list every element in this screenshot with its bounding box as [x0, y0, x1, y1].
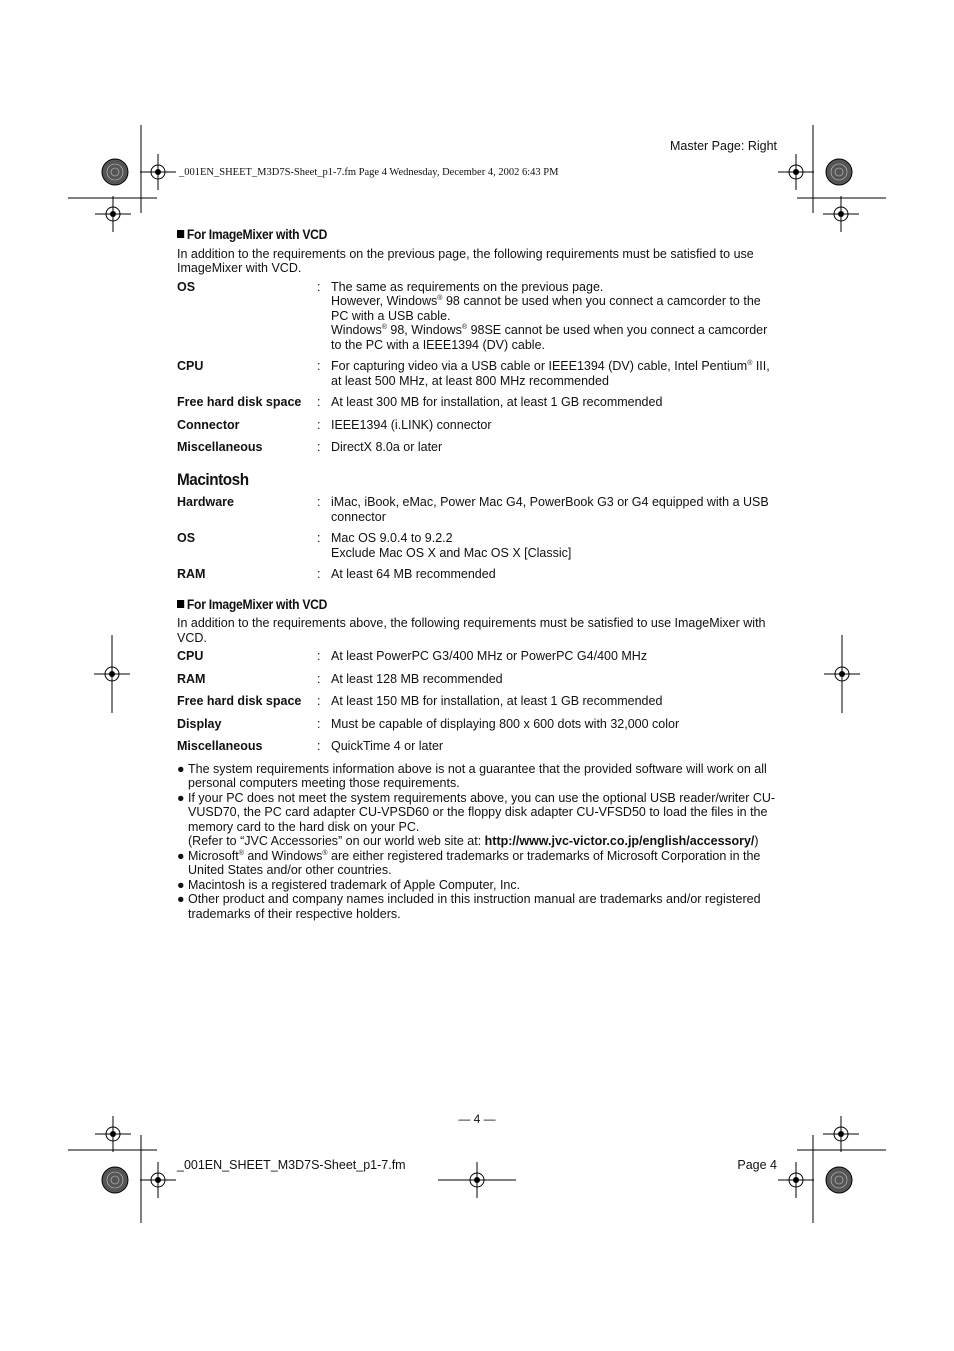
req-key: Miscellaneous [177, 440, 263, 454]
section-intro: In addition to the requirements above, the following requirements must be satisfied to use ImageMixer with VCD. [177, 616, 766, 645]
req-key: Display [177, 716, 222, 731]
req-key: Free hard disk space [177, 395, 302, 409]
req-value: At least 300 MB for installation, at least 1 GB recommended [331, 395, 663, 409]
bullet-icon: ● [177, 877, 185, 892]
req-value: IEEE1394 (i.LINK) connector [331, 417, 492, 432]
bullet-icon: ● [177, 790, 185, 805]
footer-page: Page 4 [737, 1158, 777, 1172]
req-row-cpu: CPU : For capturing video via a USB cable or IEEE1394 (DV) cable, Intel Pentium® III, at least 500 MHz, at least 800 MHz recommended [177, 359, 777, 388]
req-row-mac-cpu: CPU : At least PowerPC G3/400 MHz or PowerPC G4/400 MHz [177, 649, 777, 664]
req-value: Mac OS 9.0.4 to 9.2.2 Exclude Mac OS X and Mac OS X [Classic] [331, 531, 572, 560]
req-row-display: Display : Must be capable of displaying 800 x 600 dots with 32,000 color [177, 717, 777, 732]
master-page-label: Master Page: Right [670, 139, 777, 153]
macintosh-heading: Macintosh [177, 469, 249, 489]
req-row-mac-ram: RAM : At least 64 MB recommended [177, 567, 777, 582]
file-info-line: _001EN_SHEET_M3D7S-Sheet_p1-7.fm Page 4 Wednesday, December 4, 2002 6:43 PM [179, 167, 559, 178]
section-intro: In addition to the requirements on the previous page, the following requirements must be satisfied to use ImageMixer with VCD. [177, 246, 754, 275]
req-key: Connector [177, 417, 240, 432]
req-value: At least 128 MB recommended [331, 671, 503, 686]
square-bullet-icon [177, 230, 184, 238]
req-key: OS [177, 279, 196, 294]
req-value: QuickTime 4 or later [331, 739, 444, 753]
bullet-icon: ● [177, 892, 185, 906]
req-key: CPU [177, 359, 204, 373]
page-content [177, 228, 777, 921]
req-row-mac-misc: Miscellaneous : QuickTime 4 or later [177, 739, 777, 754]
req-row-mac-os: OS : Mac OS 9.0.4 to 9.2.2 Exclude Mac OS X and Mac OS X [Classic] [177, 531, 777, 560]
req-key: OS [177, 531, 196, 545]
req-value: At least 64 MB recommended [331, 567, 496, 581]
req-key: Miscellaneous [177, 739, 263, 753]
list-item: ● Macintosh is a registered trademark of Apple Computer, Inc. [177, 877, 521, 892]
square-bullet-icon [177, 600, 184, 608]
req-row-hardware: Hardware : iMac, iBook, eMac, Power Mac G4, PowerBook G3 or G4 equipped with a USB connector [177, 495, 777, 524]
req-key: Hardware [177, 495, 234, 509]
list-item: ● Other product and company names included in this instruction manual are trademarks and/or registered trademarks of their respective holders. [177, 892, 761, 921]
list-item: ● Microsoft® and Windows® are either registered trademarks or trademarks of Microsoft Corporation in the United States and/or other countries. [177, 848, 761, 877]
req-value: At least PowerPC G3/400 MHz or PowerPC G4/400 MHz [331, 649, 648, 663]
section-heading-vcd-windows: For ImageMixer with VCD [177, 228, 717, 243]
list-item: ● The system requirements information above is not a guarantee that the provided software will work on all personal computers meeting those requirements. [177, 761, 767, 790]
bullet-icon: ● [177, 761, 185, 776]
req-value: At least 150 MB for installation, at least 1 GB recommended [331, 694, 663, 708]
req-key: CPU [177, 649, 204, 663]
req-value: For capturing video via a USB cable or IEEE1394 (DV) cable, Intel Pentium® III, at least 500 MHz, at least 800 MHz recommended [331, 359, 770, 388]
req-key: Free hard disk space [177, 694, 302, 708]
req-value: DirectX 8.0a or later [331, 440, 443, 454]
footer-file: _001EN_SHEET_M3D7S-Sheet_p1-7.fm [177, 1158, 406, 1172]
accessory-url-link[interactable]: http://www.jvc-victor.co.jp/english/accessory/ [484, 834, 755, 848]
req-row-misc: Miscellaneous : DirectX 8.0a or later [177, 440, 777, 455]
page-number: — 4 — [458, 1112, 496, 1126]
req-value: The same as requirements on the previous page. However, Windows® 98 cannot be used when you connect a camcorder to the PC with a USB cable. Windows® 98, Windows® 98SE cannot be used when you connect a camcorder to the PC with a IEEE1394 (DV) cable. [331, 279, 768, 352]
req-row-mac-ram2: RAM : At least 128 MB recommended [177, 672, 777, 687]
req-row-mac-disk: Free hard disk space : At least 150 MB for installation, at least 1 GB recommended [177, 694, 777, 709]
req-value: iMac, iBook, eMac, Power Mac G4, PowerBook G3 or G4 equipped with a USB connector [331, 495, 769, 524]
req-row-os: OS : The same as requirements on the previous page. However, Windows® 98 cannot be used when you connect a camcorder to the PC with a USB cable. Windows® 98, Windows® 98SE cannot be used when you connect a camcorder to the PC with a IEEE1394 (DV) cable. [177, 280, 777, 353]
req-value: Must be capable of displaying 800 x 600 dots with 32,000 color [331, 716, 680, 731]
req-key: RAM [177, 567, 206, 581]
req-row-disk: Free hard disk space : At least 300 MB for installation, at least 1 GB recommended [177, 395, 777, 410]
section-heading-vcd-mac: For ImageMixer with VCD [177, 598, 717, 613]
notes-list [177, 762, 777, 922]
bullet-icon: ● [177, 848, 185, 863]
list-item: ● If your PC does not meet the system requirements above, you can use the optional USB reader/writer CU-VUSD70, the PC card adapter CU-VPSD60 or the floppy disk adapter CU-VFSD50 to load the files in the memory card to the hard disk on your PC. (Refer to “JVC Accessories” on our world web site at: http://www.jvc-victor.co.jp/english/accessory/) [177, 790, 776, 848]
req-row-connector: Connector : IEEE1394 (i.LINK) connector [177, 418, 777, 433]
req-key: RAM [177, 671, 206, 686]
